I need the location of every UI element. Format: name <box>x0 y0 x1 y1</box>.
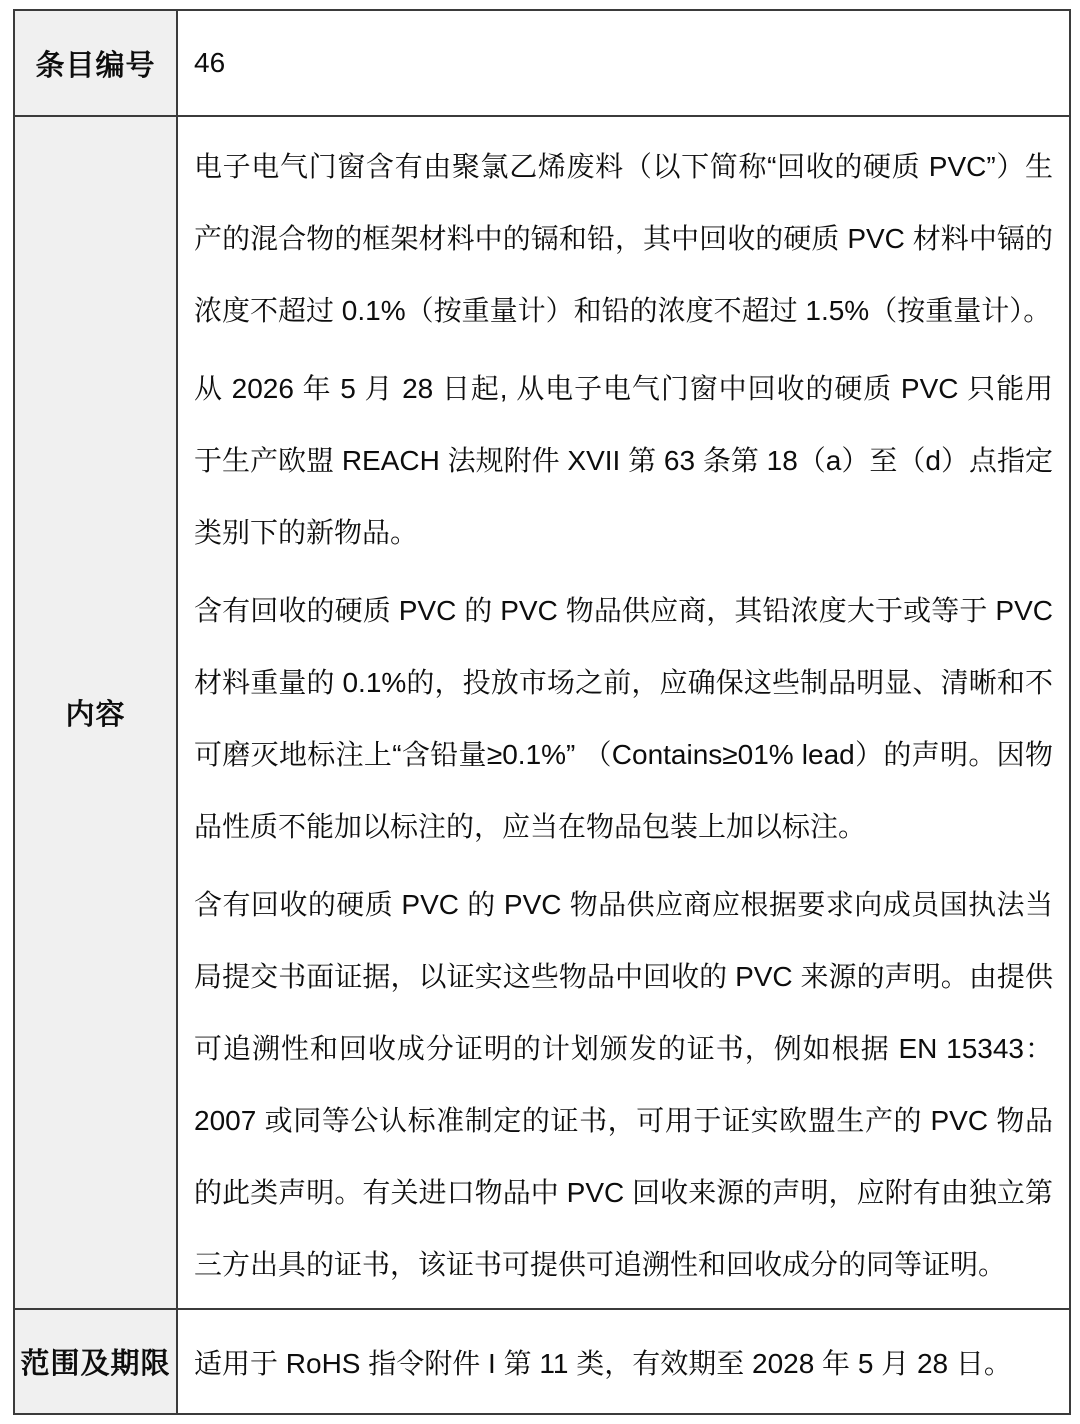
entry-number-label: 条目编号 <box>14 10 177 116</box>
content-row <box>14 116 1070 1309</box>
content-paragraph-3: 含有回收的硬质 PVC 的 PVC 物品供应商，其铅浓度大于或等于 PVC 材料重量的 0.1%的，投放市场之前，应确保这些制品明显、清晰和不可磨灭地标注上“含铅量≥0.1%” （Contains≥01% lead）的声明。因物品性质不能加以标注的，应当在物品包装上加以标注。 <box>194 595 1053 842</box>
content-body-cell <box>177 116 1070 1309</box>
content-paragraph-1: 电子电气门窗含有由聚氯乙烯废料（以下简称“回收的硬质 PVC”）生产的混合物的框架材料中的镉和铅，其中回收的硬质 PVC 材料中镉的浓度不超过 0.1%（按重量计）和铅的浓度不超过 1.5%（按重量计）。 <box>194 151 1053 326</box>
content-label: 内容 <box>14 116 177 1309</box>
entry-number-value: 46 <box>177 10 1070 116</box>
entry-number-row <box>14 10 1070 116</box>
scope-value: 适用于 RoHS 指令附件 I 第 11 类，有效期至 2028 年 5 月 28 日。 <box>177 1309 1070 1414</box>
regulation-entry-table <box>13 9 1071 1415</box>
content-paragraph-4: 含有回收的硬质 PVC 的 PVC 物品供应商应根据要求向成员国执法当局提交书面证据，以证实这些物品中回收的 PVC 来源的声明。由提供可追溯性和回收成分证明的计划颁发的证书，例如根据 EN 15343：2007 或同等公认标准制定的证书，可用于证实欧盟生产的 PVC 物品的此类声明。有关进口物品中 PVC 回收来源的声明，应附有由独立第三方出具的证书，该证书可提供可追溯性和回收成分的同等证明。 <box>194 889 1053 1280</box>
scope-row <box>14 1309 1070 1414</box>
content-paragraph-2: 从 2026 年 5 月 28 日起, 从电子电气门窗中回收的硬质 PVC 只能用于生产欧盟 REACH 法规附件 XVII 第 63 条第 18（a）至（d）点指定类别下的新物品。 <box>194 373 1053 548</box>
scope-label: 范围及期限 <box>14 1309 177 1414</box>
